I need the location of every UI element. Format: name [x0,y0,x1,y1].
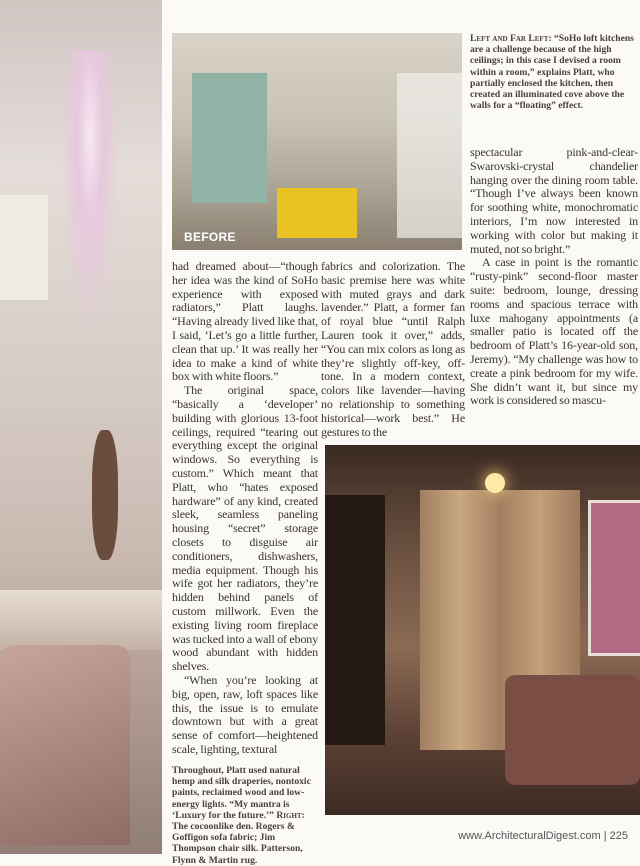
paragraph: The original space, “basically a ‘developer’ building with glorious 13-foot ceilings, required “tearing out everything except the original windows. So everything is custom.” Which meant that Platt, who “hates exposed hardware” of any kind, created sleek, seamless paneling housing “secret” storage closets to disguise air conditioners, dishwashers, media equipment. Though his wife got her radiators, they’re hidden behind panels of custom millwork. Even the existing living room fireplace was tucked into a wall of ebony wood abundant with hidden shelves. [172,383,318,674]
caption-text: “SoHo loft kitchens are a challenge because of the high ceilings; in this case I devised a room within a room,” explains Platt, who partially enclosed the kitchen, then created an illuminated cove above the walls for a “floating” effect. [470,33,634,112]
green-wall [192,73,267,203]
before-kitchen-photo [172,33,462,250]
body-column-3 [470,146,638,408]
paragraph: “When you’re looking at big, open, raw, loft spaces like this, the issue is to emulate downtown but with a great sense of comfort—heightened scale, lighting, textural [172,672,318,756]
paragraph: spectacular pink-and-clear-Swarovski-crystal chandelier hanging over the dining room table. “Though I’ve always been known for soothing white, monochromatic interiors, I’m now interested in working with color but making it muted, not so bright.” [470,145,638,256]
body-column-1 [172,260,318,757]
dining-chair [0,645,130,845]
paragraph: had dreamed about—“though her idea was the kind of SoHo experience with exposed radiators,” Platt laughs. “Having already lived like that, I said, ‘Let’s go a little further, clean that up.’ It was really her idea to make a kind of white box with white floors.” [172,259,318,384]
paragraph: fabrics and colorization. The basic premise here was white with muted grays and dark lavender.” Platt, a former fan of royal blue “until Ralph Lauren took it over,” adds, “You can mix colors as long as they’re slightly off-key, off-tone. In a modern context, colors like lavender—having no relationship to something historical—work best.” He gestures to the [321,259,465,439]
den-photo [325,445,640,815]
paragraph: A case in point is the romantic “rusty-pink” second-floor master suite: bedroom, lounge, dressing rooms and spacious terrace with luxe mahogany appointments (a smaller patio is located off the bedroom of Platt’s 16-year-old son, Jeremy). “My challenge was how to create a pink bedroom for my wife. She didn’t want it, but since my work is considered so mascu- [470,255,638,408]
yellow-cart [277,188,357,238]
pendant-light [485,473,505,493]
caption-top [470,33,638,111]
caption-lead: Left and Far Left: [470,33,552,44]
plastic-sheeting [397,73,462,238]
pink-artwork [588,500,640,656]
window [0,195,48,300]
crystal-chandelier [60,50,120,340]
caption-lead: Right: [276,809,305,821]
caption-bottom [172,765,320,866]
caption-text: The cocoonlike den. Rogers & Goffigon sofa fabric; Jim Thompson chair silk. Patterson, Flynn & Martin rug. [172,821,303,866]
wood-sculpture [92,430,118,560]
body-column-2 [321,260,465,439]
dining-room-photo [0,0,162,854]
page-footer: www.ArchitecturalDigest.com | 225 [458,830,628,842]
bookshelf [325,495,385,745]
sofa [505,675,640,785]
caption-text: Throughout, Platt used natural hemp and silk draperies, nontoxic paints, reclaimed wood and low-energy lights. “My mantra is ‘Luxury for the future.’” [172,765,311,821]
dining-table [0,590,162,650]
before-label: BEFORE [184,230,236,244]
